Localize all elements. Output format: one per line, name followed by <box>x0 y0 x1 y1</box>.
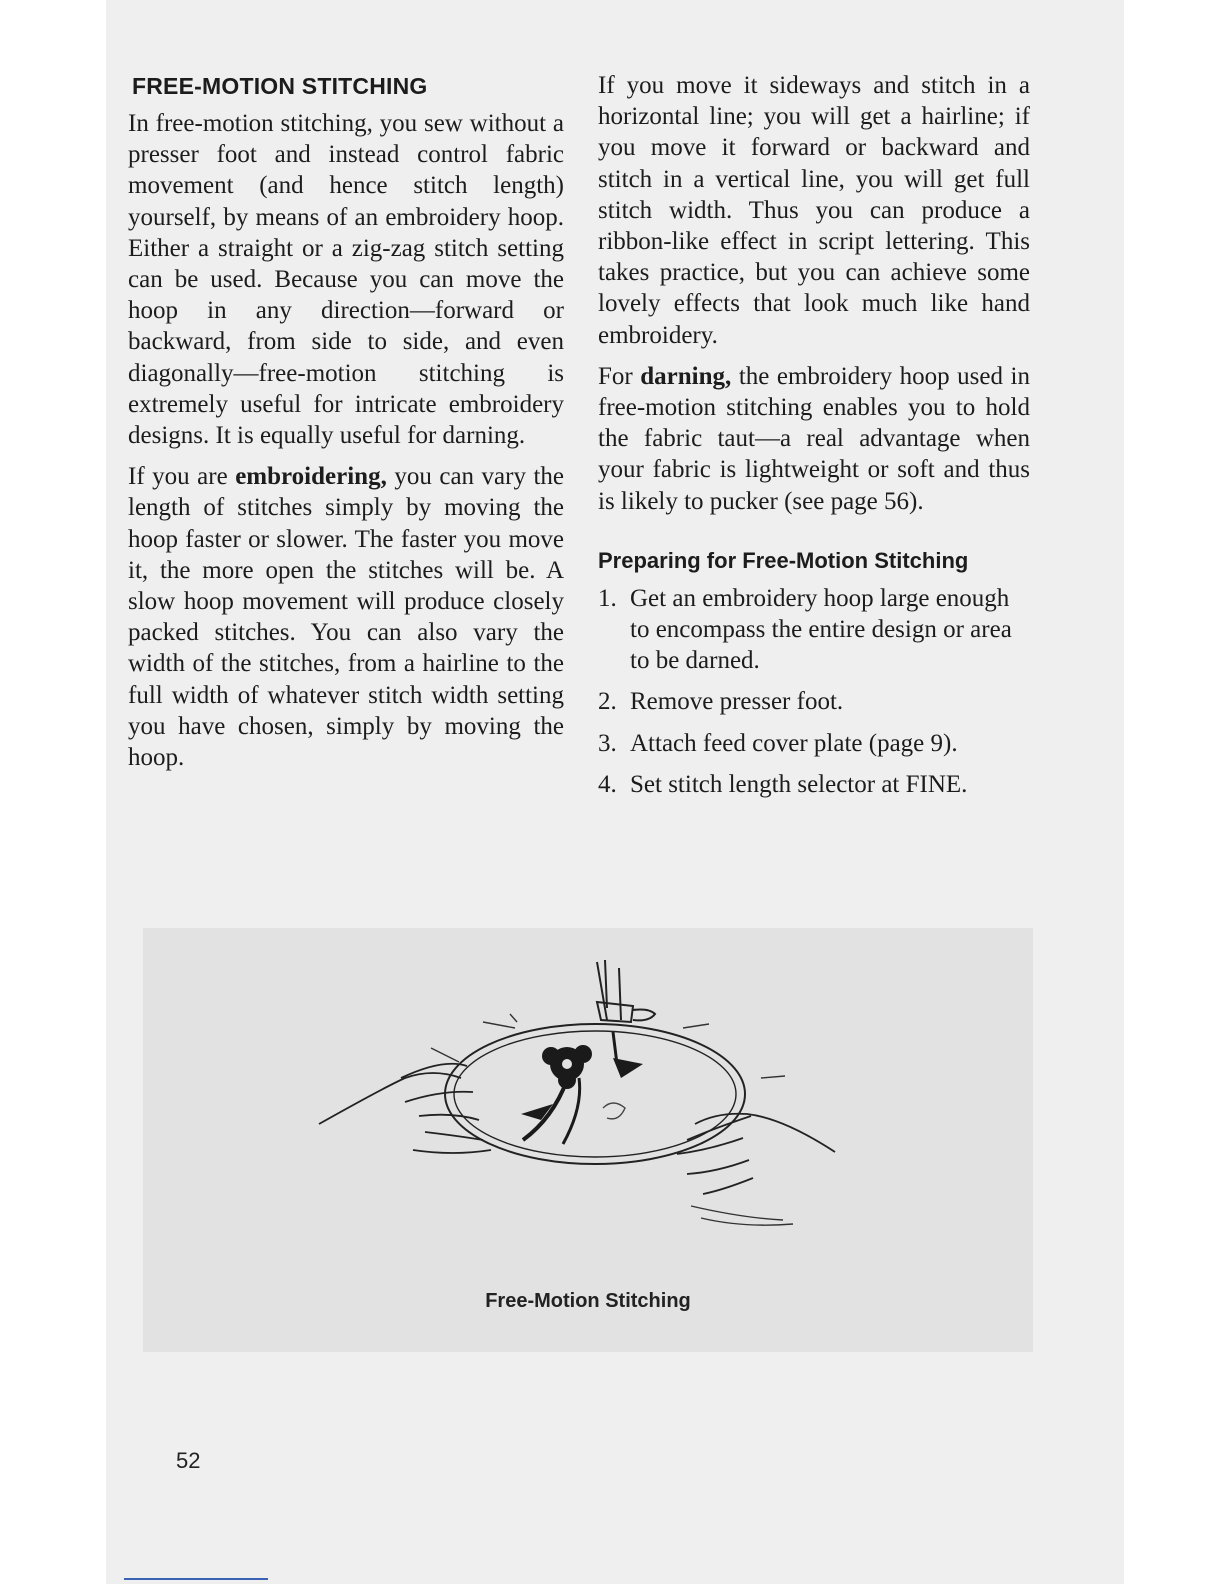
darning-text-after: the embroidery hoop used in free-motion stitching enables you to hold the fabric taut—a real advantage when your fabric is lightweight or soft and thus is likely to pucker (see page 56). <box>598 362 1030 515</box>
darning-term: darning, <box>640 362 732 390</box>
right-column <box>598 70 1030 810</box>
needle-assembly <box>597 960 655 1022</box>
embroidering-text-after: you can vary the length of stitches simply by moving the hoop faster or slower. The faster you move it, the more open the stitches will be. A slow hoop movement will produce closely packed stitches. You can also vary the width of the stitches, from a hairline to the full width of whatever stitch width setting you have chosen, simply by moving the hoop. <box>128 463 565 772</box>
step-item <box>598 728 1030 759</box>
hoop-outer-ring <box>445 1024 745 1164</box>
step-text: Set stitch length selector at FINE. <box>630 770 968 798</box>
step-number: 4. <box>598 770 617 798</box>
bottom-rule <box>124 1578 268 1580</box>
hoop-illustration <box>143 928 1033 1352</box>
step-item <box>598 686 1030 717</box>
intro-paragraph: In free-motion stitching, you sew without a presser foot and instead control fabric movement (and hence stitch length) yourself, by means of an embroidery hoop. Either a straight or a zig-zag stitch setting can be used. Because you can move the hoop in any direction—forward or backward, from side to side, and even diagonally—free-motion stitching is extremely useful for intricate embroidery designs. It is equally useful for darning. <box>128 110 564 450</box>
preparing-subheading: Preparing for Free-Motion Stitching <box>598 547 969 573</box>
right-hand <box>677 1114 835 1194</box>
section-title: FREE-MOTION STITCHING <box>132 73 428 99</box>
figure-caption-group <box>143 1290 1033 1330</box>
left-column <box>128 70 564 783</box>
darning-paragraph <box>598 361 1030 517</box>
embroidering-text-before: If you are <box>128 463 236 491</box>
step-text: Get an embroidery hoop large enough to encompass the entire design or area to be darned. <box>630 584 1012 675</box>
step-number: 3. <box>598 729 617 757</box>
step-number: 1. <box>598 584 617 612</box>
step-item <box>598 769 1030 800</box>
step-item <box>598 583 1030 677</box>
step-text: Remove presser foot. <box>630 688 844 716</box>
step-number: 2. <box>598 688 617 716</box>
flower-design <box>521 1032 643 1144</box>
steps-list <box>598 583 1030 800</box>
darning-text-before: For <box>598 362 641 390</box>
embroidering-paragraph <box>128 461 564 773</box>
step-text: Attach feed cover plate (page 9). <box>630 729 958 757</box>
page-number: 52 <box>176 1448 201 1473</box>
direction-paragraph: If you move it sideways and stitch in a horizontal line; you will get a hairline; if you move it forward or backward and stitch in a vertical line, you will get full stitch width. Thus you can produce a ribbon-like effect in script lettering. This takes practice, but you can achieve some lovely effects that look much like hand embroidery. <box>598 72 1030 349</box>
left-hand <box>319 1064 491 1153</box>
figure-caption: Free-Motion Stitching <box>485 1290 691 1312</box>
illustration-figure <box>143 928 1033 1352</box>
embroidering-term: embroidering, <box>235 463 387 491</box>
